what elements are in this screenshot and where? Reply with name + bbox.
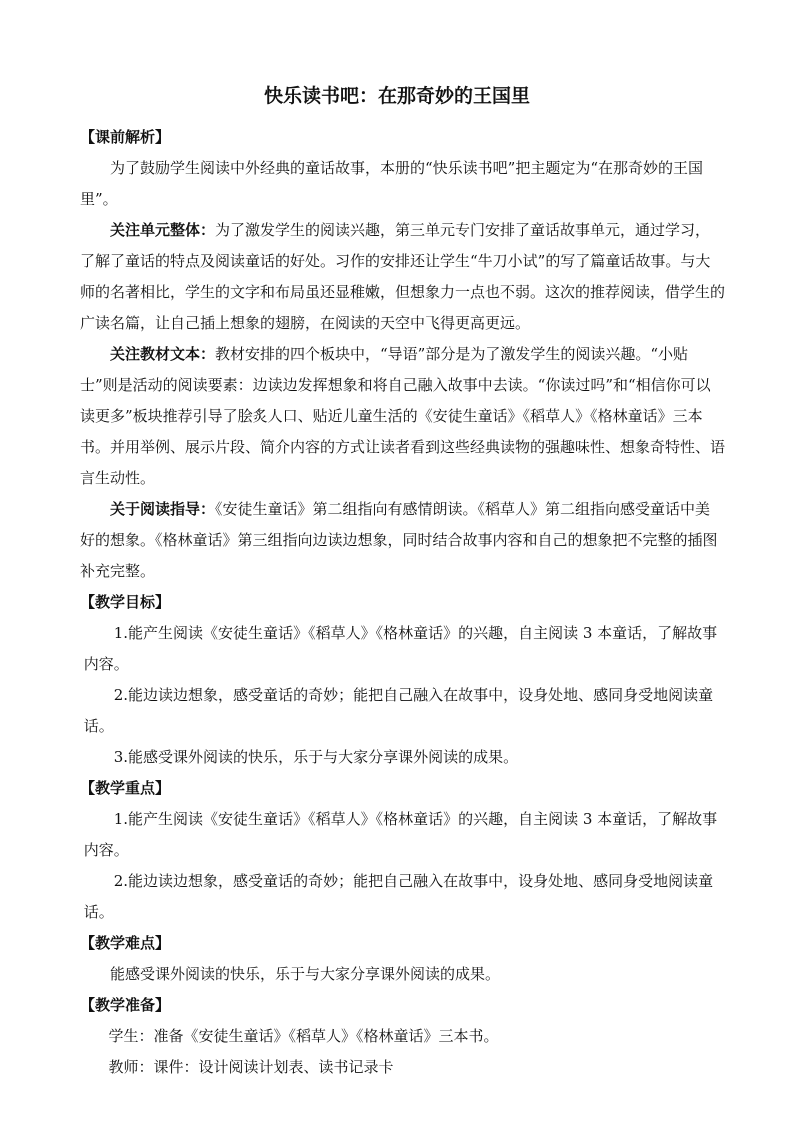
key-heading: 【教学重点】 — [80, 779, 171, 797]
unit-label: 关注单元整体： — [110, 221, 216, 239]
difficulty-text: 能感受课外阅读的快乐，乐于与大家分享课外阅读的成果。 — [110, 965, 501, 983]
guide-paragraph — [80, 494, 725, 587]
guide-label: 关于阅读指导： — [110, 500, 216, 518]
unit-paragraph — [80, 215, 725, 339]
textbook-paragraph — [80, 339, 725, 494]
goal-item: 3.能感受课外阅读的快乐，乐于与大家分享课外阅读的成果。 — [113, 748, 519, 766]
goal-item: 2.能边读边想象，感受童话的奇妙；能把自己融入在故事中，设身处地、感同身受地阅读童话。 — [83, 686, 714, 735]
preclass-intro: 为了鼓励学生阅读中外经典的童话故事，本册的“快乐读书吧”把主题定为“在那奇妙的王国里”。 — [80, 159, 704, 208]
textbook-label: 关注教材文本： — [110, 345, 216, 363]
prep-student: 学生：准备《安徒生童话》《稻草人》《格林童话》三本书。 — [108, 1027, 499, 1045]
key-item: 2.能边读边想象，感受童话的奇妙；能把自己融入在故事中，设身处地、感同身受地阅读童话。 — [83, 872, 714, 921]
difficulty-heading: 【教学难点】 — [80, 934, 171, 952]
preclass-heading: 【课前解析】 — [80, 128, 171, 146]
goal-item: 1.能产生阅读《安徒生童话》《稻草人》《格林童话》的兴趣，自主阅读 3 本童话，了解故事内容。 — [83, 624, 718, 673]
guide-text: 《安徒生童话》第二组指向有感情朗读。《稻草人》第二组指向感受童话中美好的想象。《格林童话》第三组指向边读边想象，同时结合故事内容和自己的想象把不完整的插图补充完整。 — [80, 500, 718, 580]
document-body — [80, 122, 725, 1083]
goals-heading: 【教学目标】 — [80, 593, 171, 611]
unit-text: 为了激发学生的阅读兴趣，第三单元专门安排了童话故事单元，通过学习，了解了童话的特点及阅读童话的好处。习作的安排还让学生“牛刀小试”的写了篇童话故事。与大师的名著相比，学生的文字和布局虽还显稚嫩，但想象力一点也不弱。这次的推荐阅读，借学生的广读名篇，让自己插上想象的翅膀，在阅读的天空中飞得更高更远。 — [80, 221, 726, 332]
prep-heading: 【教学准备】 — [80, 996, 171, 1014]
textbook-text: 教材安排的四个板块中，“导语”部分是为了激发学生的阅读兴趣。“小贴士”则是活动的阅读要素：边读边发挥想象和将自己融入故事中去读。“你读过吗”和“相信你可以读更多”板块推荐引导了脍炙人口、贴近儿童生活的《安徒生童话》《稻草人》《格林童话》三本书。并用举例、展示片段、简介内容的方式让读者看到这些经典读物的强趣味性、想象奇特性、语言生动性。 — [80, 345, 726, 487]
document-title: 快乐读书吧：在那奇妙的王国里 — [263, 85, 530, 107]
prep-teacher: 教师：课件：设计阅读计划表、读书记录卡 — [108, 1058, 394, 1076]
key-item: 1.能产生阅读《安徒生童话》《稻草人》《格林童话》的兴趣，自主阅读 3 本童话，了解故事内容。 — [83, 810, 718, 859]
